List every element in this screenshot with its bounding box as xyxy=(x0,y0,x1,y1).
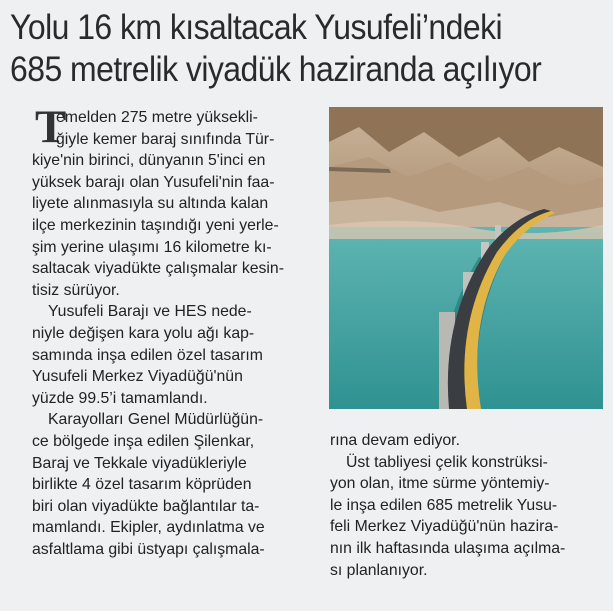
text-line: ce bölgede inşa edilen Şilenkar, xyxy=(32,432,255,450)
text-line: le inşa edilen 685 metrelik Yusu- xyxy=(330,496,558,514)
text-line: emelden 275 metre yüksekli- xyxy=(56,109,258,126)
text-line: şim yerine ulaşımı 16 kilometre kı- xyxy=(32,238,272,256)
text-line: mamlandı. Ekipler, aydınlatma ve xyxy=(32,519,265,537)
text-line: kiye'nin birinci, dünyanın 5'inci en xyxy=(32,152,266,170)
headline xyxy=(10,6,606,90)
text-line: Üst tabliyesi çelik konstrüksi- xyxy=(346,453,548,471)
text-line: birlikte 4 özel tasarım köprüden xyxy=(32,476,252,494)
text-line: yon olan, itme sürme yöntemiy- xyxy=(330,475,550,493)
text-line: saltacak viyadükte çalışmalar kesin- xyxy=(32,260,284,278)
text-line: liyete alınmasıyla su altında kalan xyxy=(32,195,269,213)
text-line: nın ilk haftasında ulaşıma açılma- xyxy=(330,539,566,557)
text-line: tisiz sürüyor. xyxy=(32,281,120,299)
text-line: asfaltlama gibi üstyapı çalışmala- xyxy=(32,540,265,558)
text-line: biri olan viyadükte bağlantılar ta- xyxy=(32,497,260,515)
text-line: samında inşa edilen özel tasarım xyxy=(32,346,263,364)
text-line: Yusufeli Barajı ve HES nede- xyxy=(48,303,252,321)
text-line: Yusufeli Merkez Viyadüğü'nün xyxy=(32,368,243,386)
text-line: sı planlanıyor. xyxy=(330,561,428,579)
headline-line-2: 685 metrelik viyadük haziranda açılıyor xyxy=(10,49,542,89)
text-line: ilçe merkezinin taşındığı yeni yerle- xyxy=(32,216,279,234)
headline-line-1: Yolu 16 km kısaltacak Yusufeli’ndeki xyxy=(10,7,503,47)
text-line: ğiyle kemer baraj sınıfında Tür- xyxy=(56,130,275,148)
text-line: rına devam ediyor. xyxy=(330,432,460,449)
drop-cap: T xyxy=(35,101,67,153)
text-line: yüksek barajı olan Yusufeli'nin faa- xyxy=(32,173,275,191)
article-right-column xyxy=(330,430,602,581)
text-line: feli Merkez Viyadüğü'nün hazira- xyxy=(330,518,559,536)
text-line: niyle değişen kara yolu ağı kap- xyxy=(32,324,255,342)
text-line: yüzde 99.5’i tamamlandı. xyxy=(32,389,208,407)
text-line: Karayolları Genel Müdürlüğün- xyxy=(48,411,264,429)
text-line: Baraj ve Tekkale viyadükleriyle xyxy=(32,454,247,472)
article-left-column xyxy=(32,107,314,560)
viaduct-photo xyxy=(329,107,603,409)
